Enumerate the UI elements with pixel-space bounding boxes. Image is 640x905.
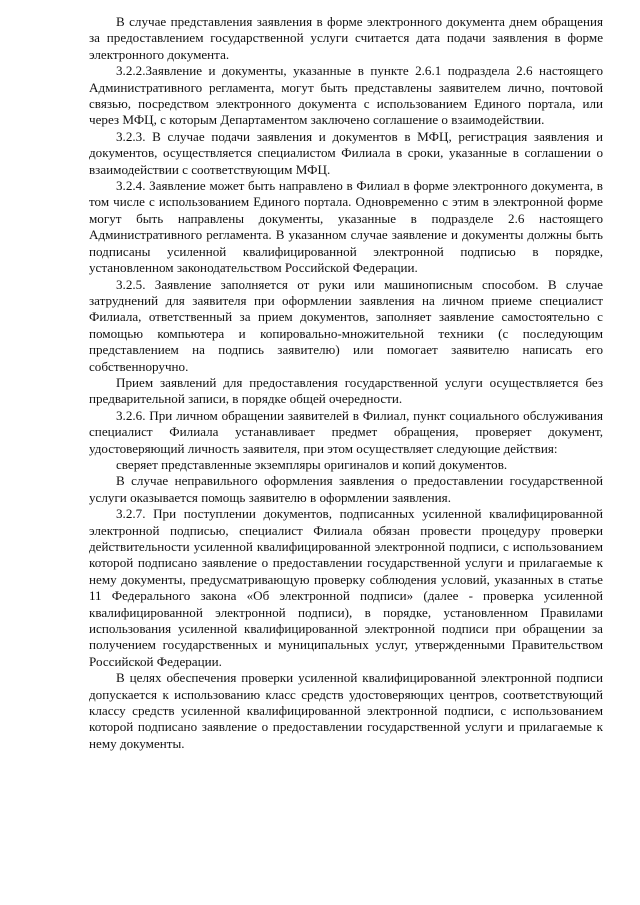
paragraph-verify-copies: сверяет представленные экземпляры оригиналов и копий документов. — [116, 456, 508, 472]
document-page — [89, 14, 603, 752]
paragraph-electronic-filing-date: В случае представления заявления в форме электронного документа днем обращения за предоставлением государственной услуги считается дата подачи заявления в форме электронного документа. — [89, 14, 603, 62]
paragraph-3-2-2: 3.2.2.Заявление и документы, указанные в пункте 2.6.1 подраздела 2.6 настоящего Административного регламента, могут быть представлены заявителем лично, почтовой связью, посредством электронного документа с использованием Единого портала, или через МФЦ, с которым Департаментом заключено соглашение о взаимодействии. — [89, 63, 603, 128]
paragraph-reception-order: Прием заявлений для предоставления государственной услуги осуществляется без предварительной записи, в порядке общей очередности. — [89, 374, 603, 407]
paragraph-signature-verification-class: В целях обеспечения проверки усиленной квалифицированной электронной подписи допускается к использованию класс средств удостоверяющих центров, соответствующий классу средств усиленной квалифицированной электронной подписи, с использованием которой подписано заявление о предоставлении государственной услуги и прилагаемые к нему документы. — [89, 670, 603, 751]
paragraph-3-2-7: 3.2.7. При поступлении документов, подписанных усиленной квалифицированной электронной подписью, специалист Филиала обязан провести процедуру проверки действительности усиленной квалифицированной электронной подписи, с использованием которой подписано заявление о предоставлении государственной услуги и прилагаемые к нему документы, предусматривающую проверку соблюдения условий, указанных в статье 11 Федерального закона «Об электронной подписи» (далее - проверка усиленной квалифицированной электронной подписи), в порядке, установленном Правилами использования усиленной квалифицированной электронной подписи при обращении за получением государственных и муниципальных услуг, утвержденными Правительством Российской Федерации. — [89, 506, 603, 669]
paragraph-3-2-4: 3.2.4. Заявление может быть направлено в Филиал в форме электронного документа, в том числе с использованием Единого портала. Одновременно с этим в электронной форме могут быть направлены документы, указанные в подразделе 2.6 настоящего Административного регламента. В указанном случае заявление и документы должны быть подписаны усиленной квалифицированной электронной подписью в порядке, установленном законодательством Российской Федерации. — [89, 178, 603, 276]
paragraph-3-2-6: 3.2.6. При личном обращении заявителей в Филиал, пункт социального обслуживания специалист Филиала устанавливает предмет обращения, проверяет документ, удостоверяющий личность заявителя, при этом осуществляет следующие действия: — [89, 407, 603, 456]
paragraph-3-2-5: 3.2.5. Заявление заполняется от руки или машинописным способом. В случае затруднений для заявителя при оформлении заявления на личном приеме специалист Филиала, ответственный за прием документов, заполняет заявление самостоятельно с помощью компьютера и копировально-множительной техники (с последующим представлением на подпись заявителю) или помогает заявителю написать его собственноручно. — [89, 276, 603, 374]
paragraph-3-2-3: 3.2.3. В случае подачи заявления и документов в МФЦ, регистрация заявления и документов, осуществляется специалистом Филиала в сроки, указанные в соглашении о взаимодействии с соответствующим МФЦ. — [89, 128, 603, 177]
paragraph-incorrect-form-help: В случае неправильного оформления заявления о предоставлении государственной услуги оказывается помощь заявителю в оформлении заявления. — [89, 473, 603, 505]
